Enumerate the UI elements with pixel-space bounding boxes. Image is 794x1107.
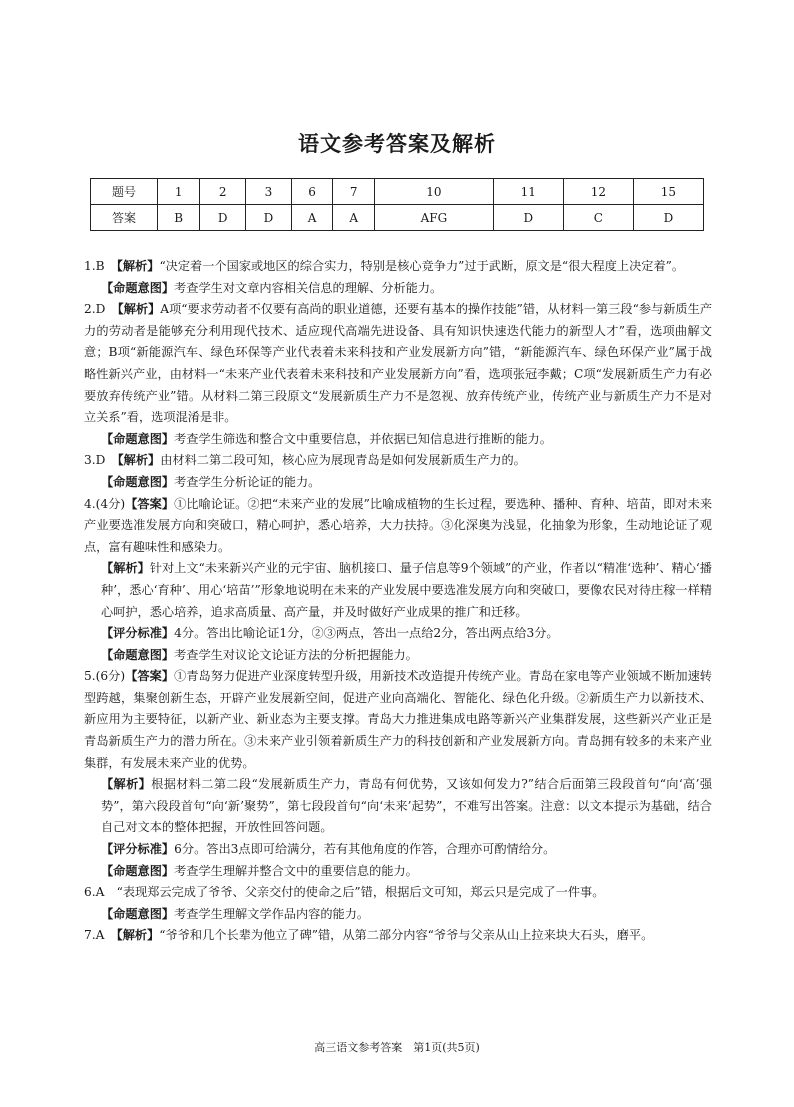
section-tag: 【命题意图】 bbox=[101, 431, 175, 446]
row-label-answer: 答案 bbox=[91, 205, 158, 231]
explanation-note bbox=[84, 623, 712, 645]
answer-cell: AFG bbox=[375, 205, 494, 231]
explanation-note bbox=[84, 558, 712, 623]
explanation-note bbox=[84, 278, 712, 300]
question-number: 6 bbox=[291, 179, 333, 205]
item-number: 4.(4分) bbox=[84, 496, 126, 511]
item-text: 考查学生筛选和整合文中重要信息，并依据已知信息进行推断的能力。 bbox=[174, 431, 552, 446]
answer-item bbox=[84, 299, 712, 429]
section-tag: 【答案】 bbox=[125, 496, 175, 511]
item-text: 4分。答出比喻论证1分，②③两点，答出一点给2分，答出两点给3分。 bbox=[174, 626, 559, 641]
question-number: 3 bbox=[246, 179, 292, 205]
item-number: 1.B bbox=[84, 259, 117, 273]
item-text: 考查学生分析论证的能力。 bbox=[174, 474, 321, 489]
answer-cell: D bbox=[493, 205, 563, 231]
section-tag: 【解析】 bbox=[117, 302, 161, 317]
explanation-note bbox=[84, 645, 712, 667]
question-number: 1 bbox=[158, 179, 200, 205]
item-text: ①比喻论证。②把“未来产业的发展”比喻成植物的生长过程，要选种、播种、育种、培苗，即对未来产业要选准发展方向和突破口，精心呵护，悉心培养，大力扶持。③化深奥为浅显，化抽象为形象，生动地论证了观点，富有趣味性和感染力。 bbox=[84, 496, 713, 554]
row-label-question: 题号 bbox=[91, 179, 158, 205]
section-tag: 【解析】 bbox=[116, 259, 160, 273]
question-number: 15 bbox=[633, 179, 703, 205]
question-number: 7 bbox=[333, 179, 375, 205]
item-text: 针对上文“未来新兴产业的元宇宙、脑机接口、量子信息等9个领域”的产业，作者以“精准‘选种’、精心‘播种’，悉心‘育种’、用心‘培苗’”形象地说明在未来的产业发展中要选准发展方向和突破口，要像农民对待庄稼一样精心呵护，悉心培养，追求高质量、高产量，并及时做好产业成果的推广和迁移。 bbox=[101, 561, 712, 619]
explanation-note bbox=[84, 861, 712, 883]
item-text: ①青岛努力促进产业深度转型升级，用新技术改造提升传统产业。青岛在家电等产业领域不断加速转型跨越，集聚创新生态，开辟产业发展新空间，促进产业向高端化、智能化、绿色化升级。②新质生产力以新技术、新应用为主要特征，以新产业、新业态为主要支撑。青岛大力推进集成电路等新兴产业集群发展，这些新兴产业正是青岛新质生产力的潜力所在。③未来产业引领着新质生产力的科技创新和产业发展新方向。青岛拥有较多的未来产业集群，有发展未来产业的优势。 bbox=[84, 669, 712, 770]
item-number: 2.D bbox=[84, 302, 118, 317]
explanation-note bbox=[84, 839, 712, 861]
section-tag: 【命题意图】 bbox=[101, 280, 175, 295]
section-tag: 【解析】 bbox=[117, 453, 161, 468]
answer-item bbox=[84, 666, 712, 774]
item-text: A项“要求劳动者不仅要有高尚的职业道德，还要有基本的操作技能”错，从材料一第三段“参与新质生产力的劳动者是能够充分利用现代技术、适应现代高端先进设备、具有知识快速迭代能力的新型人才”看，选项曲解文意；B项“新能源汽车、绿色环保等产业代表着未来科技和产业发展新方向”错，“新能源汽车、绿色环保产业”属于战略性新兴产业，由材料一“未来产业代表着未来科技和产业发展新方向”看，选项张冠李戴；C项“发展新质生产力有必要放弃传统产业”错。从材料二第三段原文“发展新质生产力不是忽视、放弃传统产业，传统产业与新质生产力不是对立关系”看，选项混淆是非。 bbox=[84, 302, 713, 425]
question-number: 10 bbox=[375, 179, 494, 205]
page-title: 语文参考答案及解析 bbox=[298, 132, 496, 156]
explanation-note bbox=[84, 774, 712, 839]
answer-item bbox=[84, 494, 712, 559]
section-tag: 【解析】 bbox=[101, 561, 150, 576]
section-tag: 【答案】 bbox=[125, 669, 175, 684]
answer-cell: D bbox=[633, 205, 703, 231]
item-number: 7.A bbox=[84, 928, 117, 943]
question-number: 12 bbox=[563, 179, 633, 205]
answer-cell: A bbox=[333, 205, 375, 231]
item-text: “爷爷和几个长辈为他立了碑”错，从第二部分内容“爷爷与父亲从山上拉来块大石头，磨平。 bbox=[159, 928, 654, 943]
explanations bbox=[84, 256, 712, 947]
answer-cell: D bbox=[246, 205, 292, 231]
answer-cell: D bbox=[200, 205, 246, 231]
item-text: 考查学生理解并整合文中的重要信息的能力。 bbox=[174, 863, 418, 878]
section-tag: 【解析】 bbox=[116, 928, 160, 943]
item-number: 6.A bbox=[84, 885, 117, 900]
answer-cell: A bbox=[291, 205, 333, 231]
item-text: 由材料二第二段可知，核心应为展现青岛是如何发展新质生产力的。 bbox=[160, 453, 526, 468]
answer-row bbox=[91, 205, 704, 231]
question-number-row bbox=[91, 179, 704, 205]
explanation-note bbox=[84, 429, 712, 451]
explanation-note bbox=[84, 904, 712, 926]
question-number: 11 bbox=[493, 179, 563, 205]
explanation-note bbox=[84, 472, 712, 494]
item-text: 根据材料二第二段“发展新质生产力，青岛有何优势，又该如何发力?”结合后面第三段段首句“向‘高’强势”，第六段段首句“向‘新’聚势”，第七段段首句“向‘未来’起势”，不难写出答案。注意：以文本提示为基础，结合自己对文本的整体把握，开放性回答问题。 bbox=[101, 777, 713, 835]
answer-table bbox=[90, 178, 704, 231]
item-number: 3.D bbox=[84, 453, 118, 468]
section-tag: 【评分标准】 bbox=[101, 842, 175, 857]
answer-item bbox=[84, 925, 712, 947]
answer-item bbox=[84, 450, 712, 472]
item-text: 考查学生对议论文论证方法的分析把握能力。 bbox=[174, 647, 418, 662]
item-text: “表现郑云完成了爷爷、父亲交付的使命之后”错，根据后文可知，郑云只是完成了一件事。 bbox=[116, 885, 605, 900]
answer-cell: C bbox=[563, 205, 633, 231]
answer-item bbox=[84, 256, 712, 278]
item-number: 5.(6分) bbox=[84, 669, 126, 684]
page-footer: 高三语文参考答案 第1页(共5页) bbox=[314, 1041, 480, 1054]
item-text: “决定着一个国家或地区的综合实力，特别是核心竞争力”过于武断，原文是“很大程度上决定着”。 bbox=[159, 259, 685, 273]
section-tag: 【命题意图】 bbox=[101, 647, 175, 662]
question-number: 2 bbox=[200, 179, 246, 205]
section-tag: 【命题意图】 bbox=[101, 906, 175, 921]
answer-item bbox=[84, 882, 712, 904]
item-text: 考查学生理解文学作品内容的能力。 bbox=[174, 906, 370, 921]
section-tag: 【命题意图】 bbox=[101, 474, 175, 489]
section-tag: 【解析】 bbox=[101, 777, 152, 792]
item-text: 6分。答出3点即可给满分，若有其他角度的作答，合理亦可酌情给分。 bbox=[174, 842, 556, 857]
section-tag: 【命题意图】 bbox=[101, 863, 175, 878]
answer-cell: B bbox=[158, 205, 200, 231]
section-tag: 【评分标准】 bbox=[101, 626, 175, 641]
item-text: 考查学生对文章内容相关信息的理解、分析能力。 bbox=[174, 280, 443, 295]
